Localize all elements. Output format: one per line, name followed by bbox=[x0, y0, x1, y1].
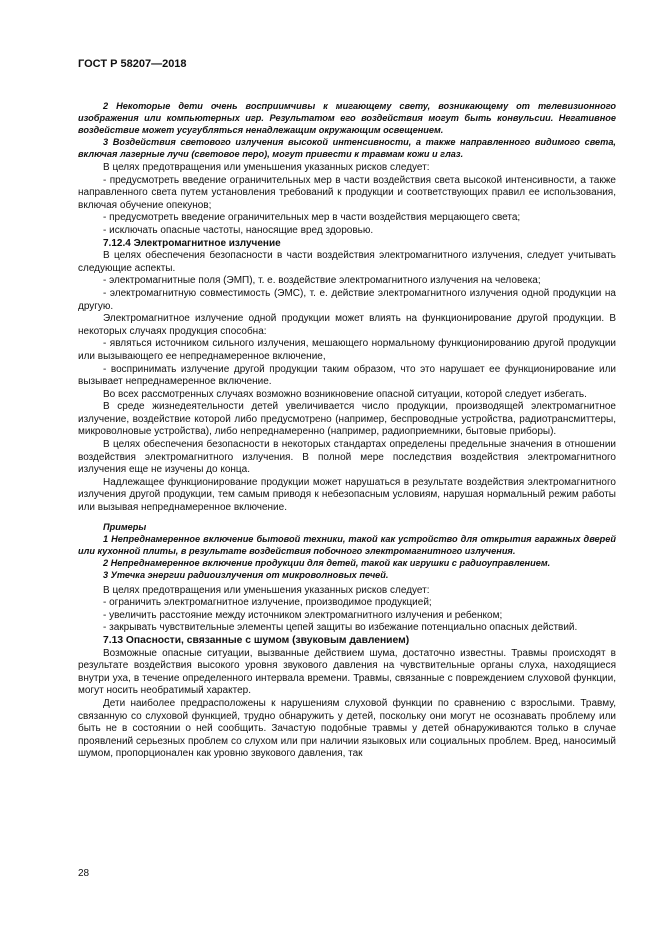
notes-top bbox=[78, 100, 616, 160]
page-content bbox=[78, 100, 616, 761]
note-paragraph: 2 Некоторые дети очень восприимчивы к мигающему свету, возникающему от телевизионного изображения или компьютерных игр. Результатом его воздействия могут быть конвульсии. Негативное воздействие может усугубляться ненадлежащим окружающим освещением. bbox=[78, 101, 616, 135]
document-header: ГОСТ Р 58207—2018 bbox=[78, 58, 187, 70]
paragraph: Дети наиболее предрасположены к нарушениям слуховой функции по сравнению с взрослыми. Травму, связанную со слуховой функцией, трудно обнаружить у детей, поскольку они могут не осознавать проблему или быть не в состоянии о ней сообщить. Зачастую подобные травмы у детей обнаруживаются только в случае проявлений серьезных проблем со слухом или при наличии языковых или социальных проблем. Вред, наносимый шумом, пропорционален как уровню звукового давления, так bbox=[78, 697, 616, 760]
section-heading-7-13: 7.13 Опасности, связанные с шумом (звуковым давлением) bbox=[103, 635, 410, 646]
list-item: - предусмотреть введение ограничительных мер в части воздействия мерцающего света; bbox=[103, 212, 521, 224]
section-heading-7-12-4: 7.12.4 Электромагнитное излучение bbox=[103, 237, 281, 249]
page-number: 28 bbox=[78, 868, 90, 879]
paragraph: В целях обеспечения безопасности в некоторых стандартах определены предельные значения в отношении воздействия электромагнитного излучения. В полной мере последствия воздействия электромагнитного излучения еще не изучены до конца. bbox=[78, 439, 616, 476]
paragraph: В целях предотвращения или уменьшения указанных рисков следует: bbox=[103, 162, 430, 173]
paragraph: В целях обеспечения безопасности в части воздействия электромагнитного излучения, следует учитывать следующие аспекты. bbox=[78, 250, 616, 274]
paragraph: Надлежащее функционирование продукции может нарушаться в результате воздействия электромагнитного излучения другой продукции, тем самым приводя к небезопасным условиям, нарушая нормальный режим работы или вызывая непреднамеренное включение. bbox=[78, 476, 616, 514]
list-item: - электромагнитные поля (ЭМП), т. е. воздействие электромагнитного излучения на человека; bbox=[103, 275, 541, 287]
list-item: - исключать опасные частоты, наносящие вред здоровью. bbox=[103, 224, 374, 236]
paragraph: В среде жизнедеятельности детей увеличивается число продукции, производящей электромагнитное излучение, воздействие которой либо предусмотрено (например, беспроводные устройства, радиотрансмиттеры, микроволновые устройства), либо непреднамеренно (например, радиоприемники, бытовые приборы). bbox=[78, 401, 616, 438]
example-item: 2 Непреднамеренное включение продукции для детей, такой как игрушки с радиоуправлением. bbox=[103, 557, 551, 568]
list-item: - увеличить расстояние между источником электромагнитного излучения и ребенком; bbox=[103, 609, 503, 621]
list-item: - являться источником сильного излучения, мешающего нормальному функционированию другой продукции или вызывающего ее непреднамеренное включение, bbox=[78, 338, 616, 362]
list-item: - воспринимать излучение другой продукции таким образом, что это нарушает ее функционирование или вызывает непреднамеренное включение. bbox=[78, 363, 616, 388]
list-item: - ограничить электромагнитное излучение, производимое продукцией; bbox=[103, 597, 432, 609]
list-item: - предусмотреть введение ограничительных мер в части воздействия света высокой интенсивности, а также направленного света путем установления требований к продукции и соответствующих правил ее использования, включая обучение опекунов; bbox=[78, 174, 616, 211]
paragraph: Возможные опасные ситуации, вызванные действием шума, достаточно известны. Травмы происходят в результате воздействия высокого уровня звукового давления на чувствительные органы слуха, находящиеся внутри уха, в течение определенного интервала времени. Травмы, связанные с повреждением слуховой функции, могут носить необратимый характер. bbox=[78, 647, 616, 697]
list-item: - закрывать чувствительные элементы цепей защиты во избежание потенциально опасных действий. bbox=[103, 622, 578, 634]
paragraph: Электромагнитное излучение одной продукции может влиять на функционирование другой продукции. В некоторых случаях продукция способна: bbox=[78, 313, 616, 337]
example-item: 1 Непреднамеренное включение бытовой техники, такой как устройство для открытия гаражных дверей или кухонной плиты, в результате воздействия побочного электромагнитного излучения. bbox=[78, 533, 616, 556]
paragraph: Во всех рассмотренных случаях возможно возникновение опасной ситуации, которой следует избегать. bbox=[103, 388, 587, 400]
examples-label: Примеры bbox=[103, 521, 147, 532]
examples-block bbox=[78, 521, 616, 581]
paragraph: В целях предотвращения или уменьшения указанных рисков следует: bbox=[103, 584, 430, 596]
note-paragraph: 3 Воздействия светового излучения высокой интенсивности, а также направленного видимого света, включая лазерные лучи (световое перо), могут привести к травмам кожи и глаз. bbox=[78, 137, 616, 159]
list-item: - электромагнитную совместимость (ЭМС), т. е. действие электромагнитного излучения одной продукции на другую. bbox=[78, 287, 616, 312]
example-item: 3 Утечка энергии радиоизлучения от микроволновых печей. bbox=[103, 569, 389, 580]
